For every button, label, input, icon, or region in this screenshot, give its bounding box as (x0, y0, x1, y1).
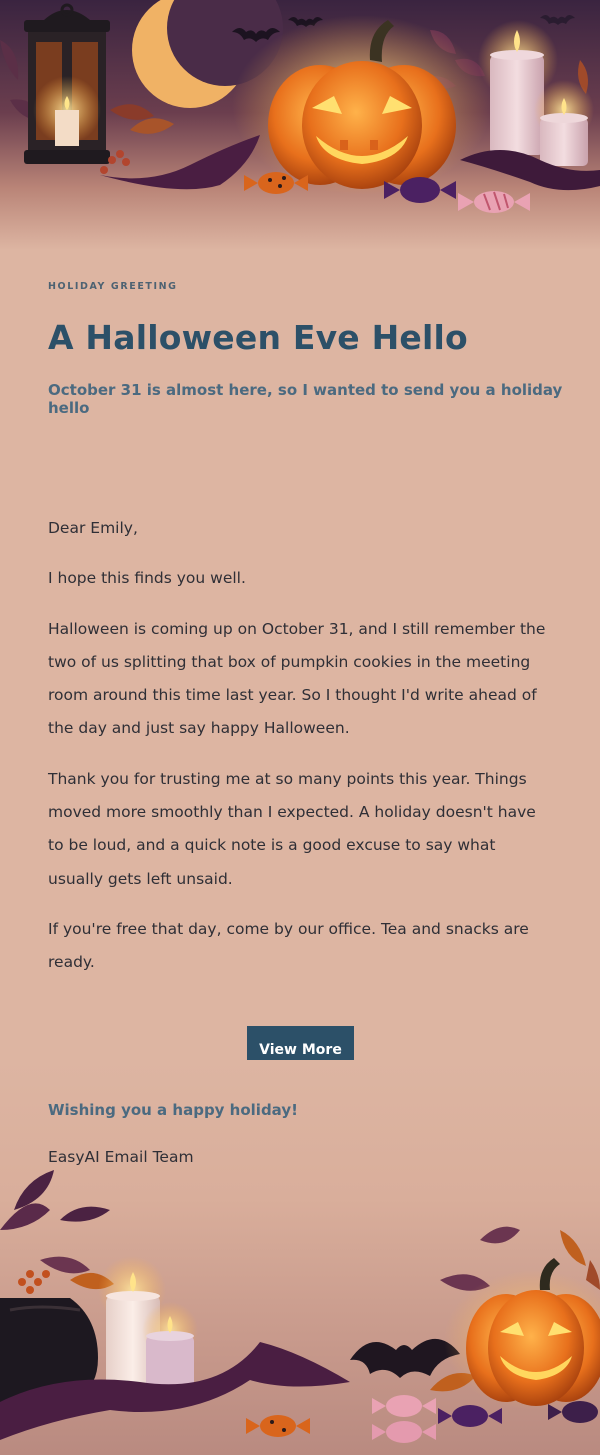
body-paragraph: If you're free that day, come by our office. Tea and snacks are ready. (48, 919, 529, 972)
signature: EasyAI Email Team (48, 1148, 194, 1166)
body-paragraph: Halloween is coming up on October 31, and I still remember the two of us splitting that box of pumpkin cookies in the meeting room around this time last year. So I thought I'd write ahead of the day and just say happy Halloween. (48, 619, 546, 738)
email-body (48, 512, 552, 997)
candle-icon (534, 80, 594, 166)
halloween-footer-illustration (0, 1060, 600, 1455)
jack-o-lantern-icon (232, 15, 492, 195)
view-more-button[interactable]: View More (247, 1026, 354, 1073)
closing-line: Wishing you a happy holiday! (48, 1101, 298, 1119)
body-paragraph: Thank you for trusting me at so many points this year. Things moved more smoothly than I expected. A holiday doesn't have to be loud, and a quick note is a good excuse to say what usually gets left unsaid. (48, 769, 536, 888)
email-title: A Halloween Eve Hello (48, 318, 468, 357)
eyebrow-label: HOLIDAY GREETING (48, 281, 178, 292)
candle-icon (142, 1302, 198, 1396)
halloween-header-illustration (0, 0, 600, 250)
body-paragraph: I hope this finds you well. (48, 569, 246, 588)
email-subtitle: October 31 is almost here, so I wanted to send you a holiday hello (48, 381, 563, 417)
greeting-line: Dear Emily, (48, 519, 138, 537)
lantern-icon (24, 5, 110, 164)
